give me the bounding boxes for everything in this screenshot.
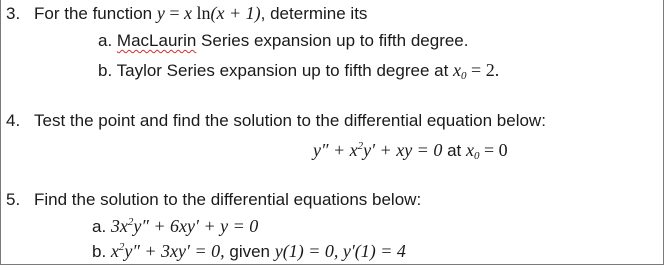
math-arg: (x + 1) [210, 3, 261, 23]
math-x: x [184, 3, 193, 23]
question-3-text: For the function [34, 4, 153, 23]
ode-part-2: y′ + xy = 0 [363, 140, 443, 160]
question-4-line [6, 110, 546, 132]
question-3a-line [98, 30, 468, 52]
question-3b-text: Taylor Series expansion up to fifth degree at [116, 61, 449, 80]
eq5b-given: given [229, 242, 270, 261]
question-5a-equation [111, 216, 258, 236]
math-x0-sub: 0 [461, 70, 467, 82]
math-equals: = [164, 3, 185, 23]
eq5b-conditions: y(1) = 0, y′(1) = 4 [274, 241, 406, 261]
question-3-number: 3. [6, 4, 21, 23]
question-3a-prefix: a. [98, 31, 113, 50]
eq5a-part-1: 3x [110, 216, 128, 236]
question-5b-equation [111, 241, 225, 261]
math-y: y [156, 3, 165, 23]
question-4-text: Test the point and find the solution to the differential equation below: [34, 111, 546, 130]
question-5-text: Find the solution to the differential equations below: [34, 190, 422, 209]
eq5a-sup: 2 [127, 216, 134, 228]
eq5b-part-2: y″ + 3xy′ = 0, [124, 241, 225, 261]
question-3-text-after: , determine its [260, 4, 368, 23]
spellcheck-word: MacLaurin [116, 31, 197, 50]
question-4-number: 4. [6, 111, 21, 130]
question-3a-text: Series expansion up to fifth degree. [201, 31, 469, 50]
math-x0-val: = 2. [466, 60, 500, 80]
question-5b-prefix: b. [92, 242, 107, 261]
question-5b-line [92, 240, 406, 263]
question-3b-point [453, 60, 499, 80]
question-4-equation [313, 139, 508, 162]
ode-part-1: y″ + x [313, 140, 358, 160]
math-x0-var: x [453, 60, 462, 80]
question-5a-prefix: a. [92, 217, 107, 236]
question-4-point [466, 140, 508, 160]
eq5b-sup: 2 [118, 241, 125, 253]
point-val: = 0 [479, 140, 508, 160]
eq5b-part-1: x [110, 241, 119, 261]
math-ln: ln [192, 3, 211, 23]
point-sub: 0 [473, 150, 480, 162]
question-3-function [157, 3, 261, 23]
eq5a-part-2: y″ + 6xy′ + y = 0 [133, 216, 259, 236]
question-4-ode [313, 140, 442, 160]
question-3-line [6, 2, 367, 25]
ode-sup: 2 [357, 140, 364, 152]
question-5a-line [92, 215, 258, 238]
ode-at: at [447, 141, 462, 160]
question-3b-prefix: b. [98, 61, 113, 80]
question-5-line [6, 189, 421, 211]
point-var: x [465, 140, 474, 160]
question-3b-line [98, 59, 499, 82]
question-5-number: 5. [6, 190, 21, 209]
